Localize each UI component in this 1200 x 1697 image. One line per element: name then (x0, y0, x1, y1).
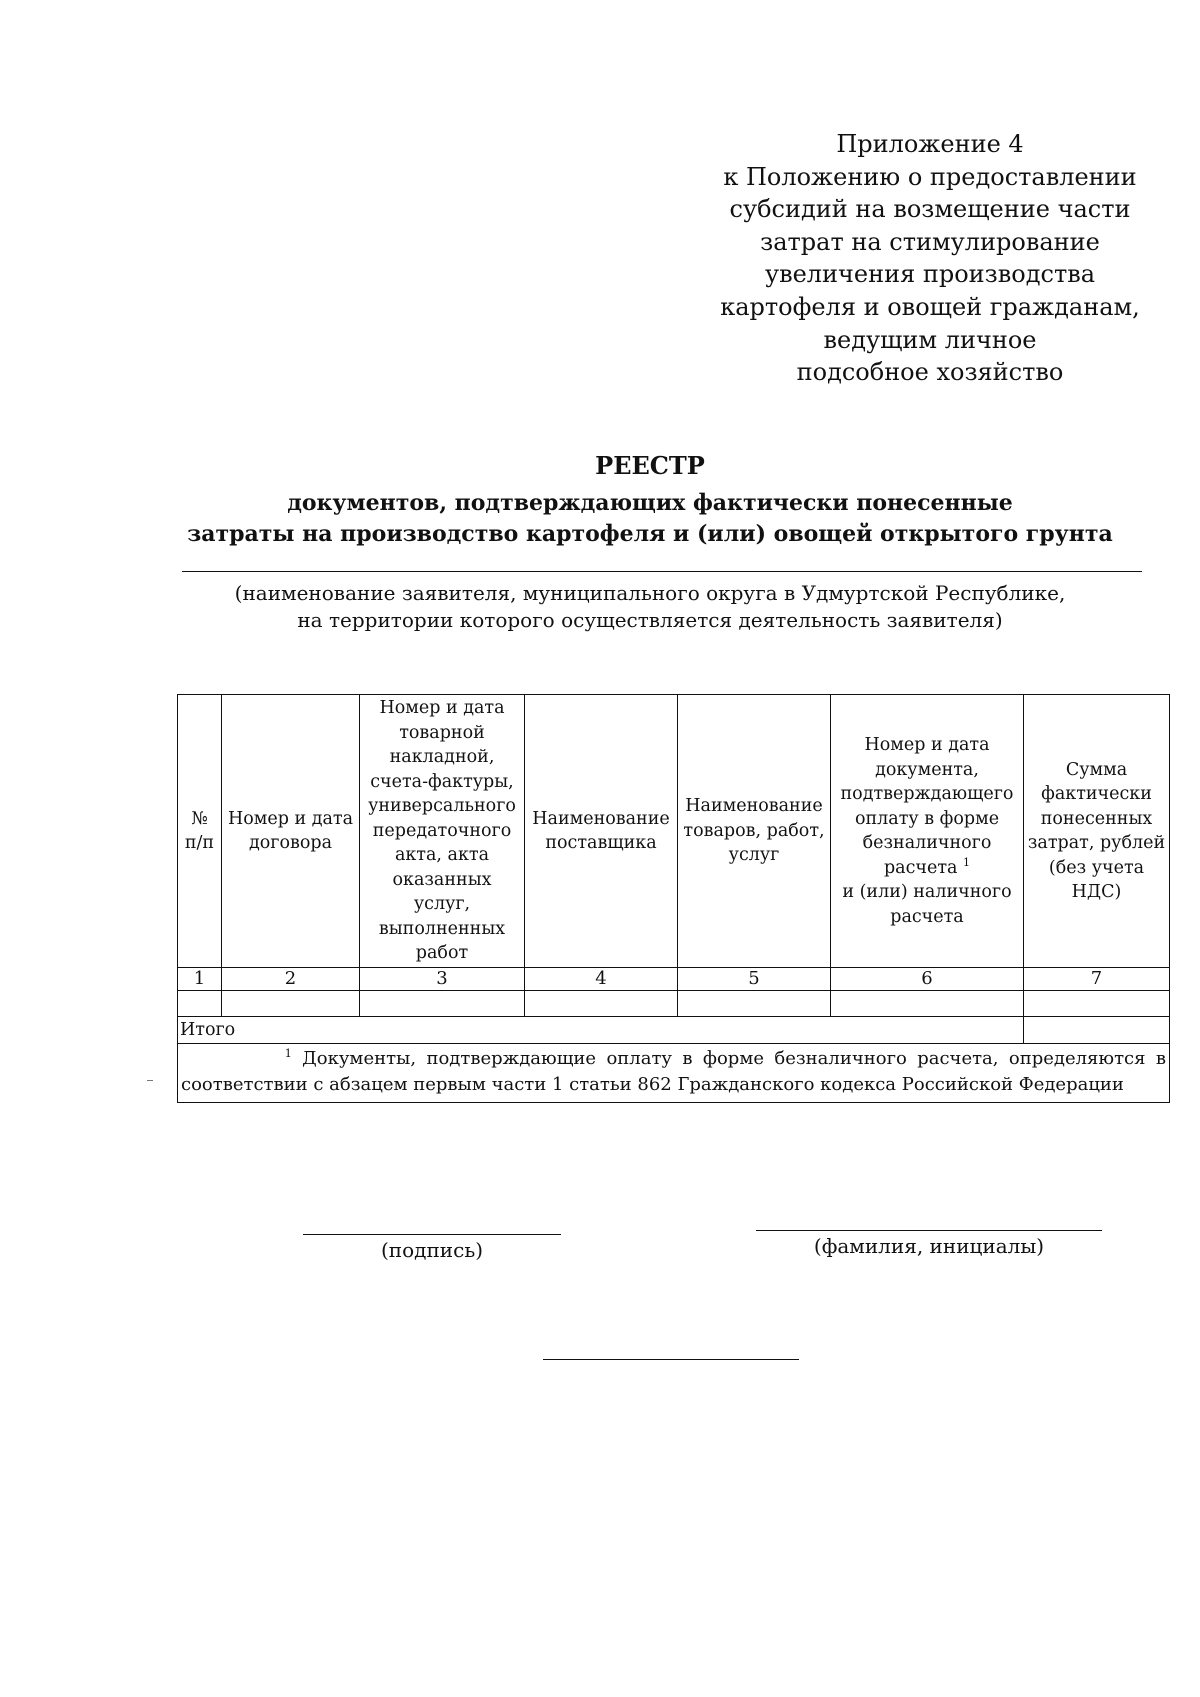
appendix-line: к Положению о предоставлении (723, 162, 1137, 191)
registry-table (177, 694, 1170, 1103)
table-cell (178, 991, 222, 1017)
appendix-line: картофеля и овощей гражданам, (720, 292, 1140, 321)
total-value-cell (1024, 1017, 1170, 1044)
header-cell: Номер и дата договора (222, 695, 360, 968)
signature-caption: (подпись) (380, 1238, 484, 1262)
header-row (178, 695, 1170, 968)
header-text: и (или) наличного расчета (842, 882, 1012, 927)
total-row (178, 1017, 1170, 1044)
footnote-marker: 1 (284, 1047, 292, 1060)
column-number: 4 (525, 968, 678, 991)
header-cell: Наименование товаров, работ, услуг (678, 695, 831, 968)
appendix-line: затрат на стимулирование (760, 227, 1100, 256)
table-cell (222, 991, 360, 1017)
total-label: Итого (178, 1017, 1024, 1044)
column-number: 7 (1024, 968, 1170, 991)
appendix-block (700, 128, 1160, 389)
document-subtitle (150, 488, 1150, 550)
table-cell (678, 991, 831, 1017)
footnote-ref: 1 (963, 855, 971, 869)
header-cell: Номер и дата товарной накладной, счета-фактуры, универсального передаточного акта, акта оказанных услуг, выполненных работ (360, 695, 525, 968)
applicant-name-line (182, 571, 1142, 572)
table-cell (360, 991, 525, 1017)
column-number: 5 (678, 968, 831, 991)
footnote-text: Документы, подтверждающие оплату в форме безналичного расчета, определяются в соответствии с абзацем первым части 1 статьи 862 Гражданского кодекса Российской Федерации (181, 1048, 1166, 1095)
table-cell (525, 991, 678, 1017)
margin-mark (147, 1080, 153, 1081)
table-row (178, 991, 1170, 1017)
appendix-line: субсидий на возмещение части (729, 195, 1131, 224)
header-cell (831, 695, 1024, 968)
table-cell (831, 991, 1024, 1017)
footnote-row (178, 1044, 1170, 1103)
document-title: РЕЕСТР (595, 451, 705, 480)
signature-line (303, 1234, 561, 1235)
header-text: Номер и дата документа, подтверждающего оплату в форме безналичного расчета (840, 735, 1014, 878)
header-cell: Наименование поставщика (525, 695, 678, 968)
name-caption: (фамилия, инициалы) (813, 1234, 1045, 1258)
appendix-line: ведущим личное (823, 325, 1037, 354)
appendix-line: увеличения производства (764, 260, 1096, 289)
column-number: 6 (831, 968, 1024, 991)
header-cell: Сумма фактически понесенных затрат, рублей (без учета НДС) (1024, 695, 1170, 968)
subtitle-line: затраты на производство картофеля и (или) овощей открытого грунта (187, 521, 1113, 547)
date-line (543, 1359, 799, 1360)
column-number: 2 (222, 968, 360, 991)
applicant-caption (150, 580, 1150, 634)
name-line (756, 1230, 1102, 1231)
column-number-row (178, 968, 1170, 991)
applicant-caption-line: на территории которого осуществляется деятельность заявителя) (297, 608, 1003, 632)
appendix-line: Приложение 4 (836, 130, 1024, 158)
table-cell (1024, 991, 1170, 1017)
column-number: 3 (360, 968, 525, 991)
appendix-line: подсобное хозяйство (796, 358, 1064, 387)
subtitle-line: документов, подтверждающих фактически понесенные (287, 490, 1013, 516)
applicant-caption-line: (наименование заявителя, муниципального округа в Удмуртской Республике, (234, 581, 1066, 605)
footnote-cell (178, 1044, 1170, 1103)
column-number: 1 (178, 968, 222, 991)
header-cell: № п/п (178, 695, 222, 968)
